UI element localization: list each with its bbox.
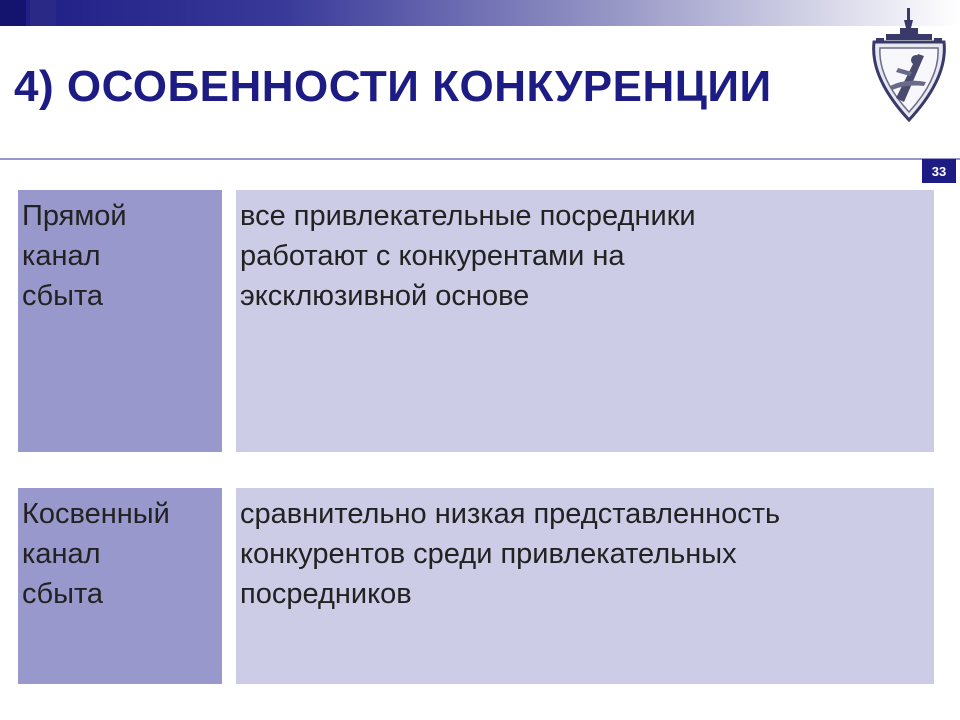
row-label-direct-channel: Прямой канал сбыта bbox=[18, 190, 222, 452]
page-number-badge: 33 bbox=[922, 159, 956, 183]
header-gradient-bar bbox=[0, 0, 960, 26]
slide-title: 4) ОСОБЕННОСТИ КОНКУРЕНЦИИ bbox=[14, 62, 772, 111]
row-description-direct-channel: все привлекательные посредники работают с конкурентами на эксклюзивной основе bbox=[236, 190, 934, 452]
title-divider bbox=[0, 158, 960, 160]
row-label-indirect-channel: Косвенный канал сбыта bbox=[18, 488, 222, 684]
university-crest-icon bbox=[866, 8, 952, 130]
row-description-indirect-channel: сравнительно низкая представленность конкурентов среди привлекательных посредников bbox=[236, 488, 934, 684]
header-square bbox=[0, 0, 26, 26]
header-square bbox=[30, 0, 56, 26]
